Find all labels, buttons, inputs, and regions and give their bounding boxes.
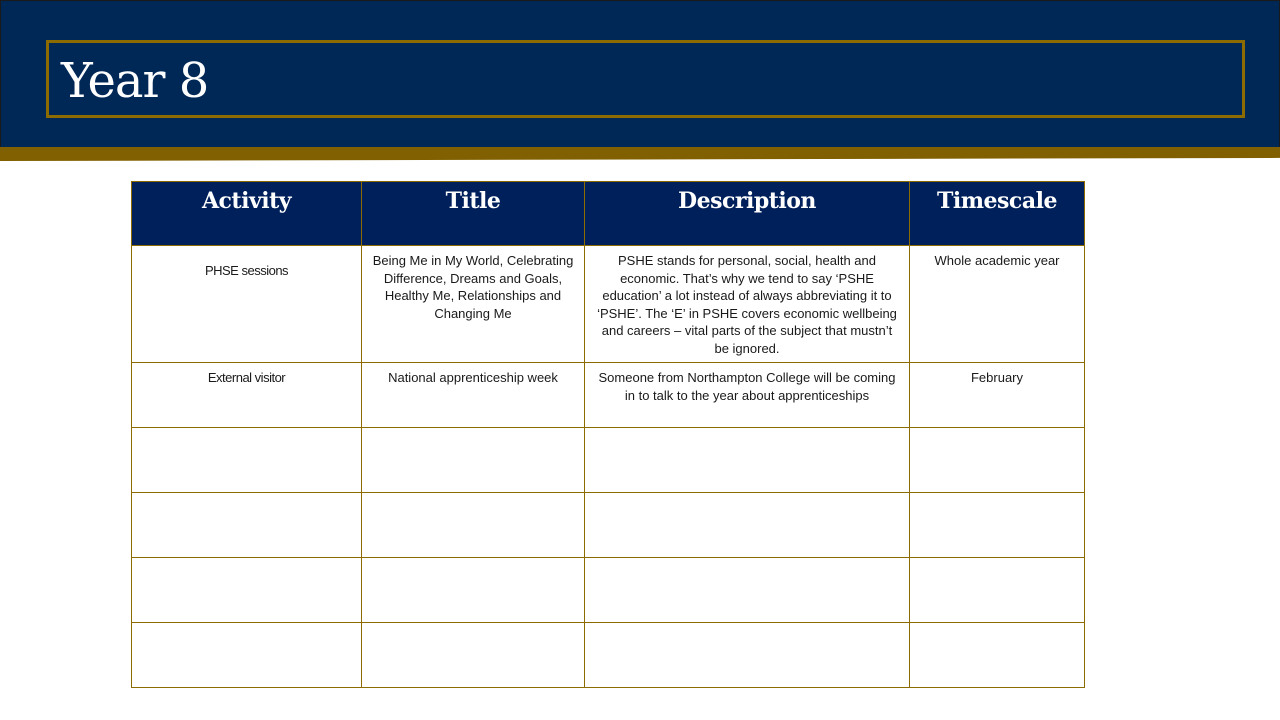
description-cell: PSHE stands for personal, social, health and economic. That’s why we tend to say ‘PSHE education’ a lot instead of always abbreviating it to ‘PSHE’. The ‘E’ in PSHE covers economic wellbeing and careers – vital parts of the subject that mustn’t be ignored. [585, 246, 910, 363]
empty-cell [132, 558, 362, 623]
column-header-title: Title [362, 182, 585, 246]
column-header-timescale: Timescale [910, 182, 1085, 246]
timescale-cell: February [910, 363, 1085, 428]
empty-cell [910, 623, 1085, 688]
empty-cell [910, 493, 1085, 558]
table-header-row [132, 182, 1085, 246]
header-gold-stripe [0, 147, 1280, 161]
empty-cell [362, 428, 585, 493]
empty-cell [132, 623, 362, 688]
title-cell [362, 246, 585, 363]
title-line: Healthy Me, Relationships and Changing Me [384, 288, 562, 321]
activity-cell: External visitor [132, 363, 362, 428]
empty-cell [585, 493, 910, 558]
empty-cell [585, 623, 910, 688]
empty-cell [585, 428, 910, 493]
title-line: Being Me in My World, Celebrating Difference, Dreams and Goals, [372, 253, 574, 286]
empty-cell [910, 428, 1085, 493]
table-row-empty [132, 558, 1085, 623]
careers-activity-table [131, 181, 1085, 688]
title-cell [362, 363, 585, 428]
table-row-empty [132, 428, 1085, 493]
empty-cell [132, 493, 362, 558]
table-row-empty [132, 623, 1085, 688]
title-line: National apprenticeship week [388, 370, 558, 385]
empty-cell [362, 558, 585, 623]
table-row [132, 246, 1085, 363]
table-row-empty [132, 493, 1085, 558]
empty-cell [132, 428, 362, 493]
header-band [0, 0, 1280, 150]
column-header-activity: Activity [132, 182, 362, 246]
empty-cell [585, 558, 910, 623]
title-frame [46, 40, 1245, 118]
table-row [132, 363, 1085, 428]
empty-cell [362, 623, 585, 688]
column-header-description: Description [585, 182, 910, 246]
timescale-cell: Whole academic year [910, 246, 1085, 363]
slide-title: Year 8 [61, 53, 209, 109]
activity-cell: PHSE sessions [132, 246, 362, 363]
empty-cell [910, 558, 1085, 623]
empty-cell [362, 493, 585, 558]
description-cell: Someone from Northampton College will be coming in to talk to the year about apprenticeships [585, 363, 910, 428]
